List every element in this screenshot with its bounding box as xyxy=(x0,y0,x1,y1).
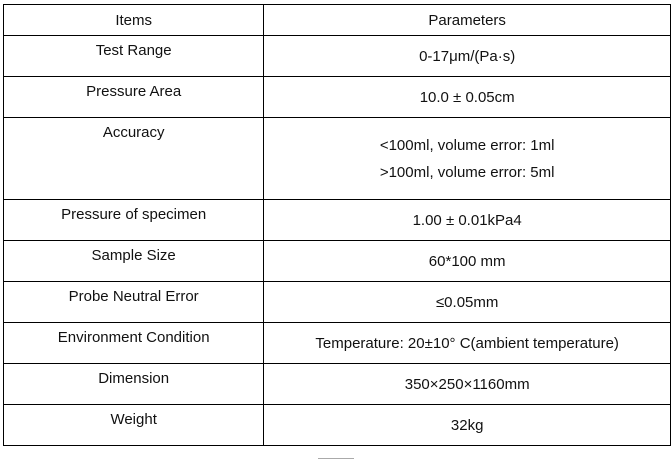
item-test-range: Test Range xyxy=(4,36,264,77)
footer-divider xyxy=(318,458,354,459)
value-probe-neutral-error: ≤0.05mm xyxy=(264,282,671,323)
item-sample-size: Sample Size xyxy=(4,241,264,282)
table-row xyxy=(4,118,671,200)
item-environment-condition: Environment Condition xyxy=(4,323,264,364)
item-dimension: Dimension xyxy=(4,364,264,405)
value-test-range: 0-17μm/(Pa·s) xyxy=(264,36,671,77)
value-weight: 32kg xyxy=(264,405,671,446)
header-items: Items xyxy=(4,5,264,36)
table-row xyxy=(4,323,671,364)
value-accuracy xyxy=(264,118,671,200)
item-pressure-of-specimen: Pressure of specimen xyxy=(4,200,264,241)
table-row xyxy=(4,405,671,446)
table-header-row xyxy=(4,5,671,36)
item-weight: Weight xyxy=(4,405,264,446)
value-pressure-of-specimen: 1.00 ± 0.01kPa4 xyxy=(264,200,671,241)
value-pressure-area: 10.0 ± 0.05cm xyxy=(264,77,671,118)
specification-table xyxy=(3,4,671,446)
table-row xyxy=(4,36,671,77)
table-row xyxy=(4,241,671,282)
value-environment-condition: Temperature: 20±10° C(ambient temperature) xyxy=(264,323,671,364)
table-row xyxy=(4,282,671,323)
value-sample-size: 60*100 mm xyxy=(264,241,671,282)
table-row xyxy=(4,77,671,118)
table-row xyxy=(4,364,671,405)
header-parameters: Parameters xyxy=(264,5,671,36)
item-probe-neutral-error: Probe Neutral Error xyxy=(4,282,264,323)
accuracy-line-1: <100ml, volume error: 1ml xyxy=(379,136,555,154)
table-row xyxy=(4,200,671,241)
item-accuracy: Accuracy xyxy=(4,118,264,200)
value-dimension: 350×250×1160mm xyxy=(264,364,671,405)
accuracy-line-2: >100ml, volume error: 5ml xyxy=(379,163,555,181)
item-pressure-area: Pressure Area xyxy=(4,77,264,118)
